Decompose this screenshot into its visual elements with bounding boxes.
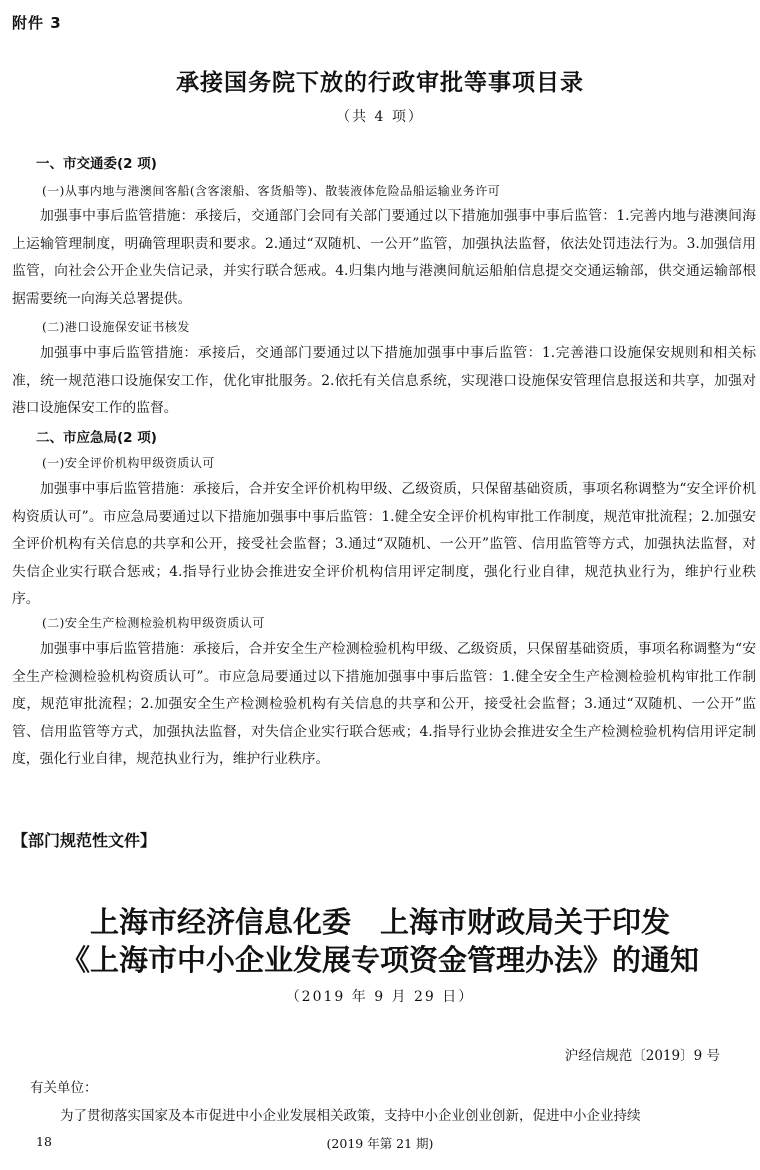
- issue-info: (2019 年第 21 期): [326, 1136, 434, 1151]
- notice-title-line-1: 上海市经济信息化委 上海市财政局关于印发: [89, 905, 670, 939]
- item-body-paragraph: 加强事中事后监管措施：承接后，合并安全生产检测检验机构甲级、乙级资质，只保留基础资质，事项名称调整为“安全生产检测检验机构资质认可”。市应急局要通过以下措施加强事中事后监管：1.健全安全生产检测检验机构审批工作制度，规范审批流程；2.加强安全生产检测检验机构有关信息的共享和公开，接受社会监督；3.通过“双随机、一公开”监管、信用监管等方式，加强执法监督，对失信企业实行联合惩戒；4.指导行业协会推进安全生产检测检验机构信用评定制度，强化行业自律，规范执业行为，维护行业秩序。: [12, 641, 756, 768]
- section-heading-transport: 一、市交通委(2 项): [36, 156, 157, 172]
- notice-body-text: 为了贯彻落实国家及本市促进中小企业发展相关政策，支持中小企业创业创新，促进中小企业持续: [60, 1108, 641, 1124]
- item-body-paragraph: 加强事中事后监管措施：承接后，交通部门要通过以下措施加强事中事后监管：1.完善港口设施保安规则和相关标准，统一规范港口设施保安工作，优化审批服务。2.依托有关信息系统，实现港口设施保安管理信息报送和共享，加强对港口设施保安工作的监督。: [12, 345, 756, 417]
- section-heading-emergency: 二、市应急局(2 项): [36, 430, 157, 446]
- catalog-title: 承接国务院下放的行政审批等事项目录: [176, 69, 584, 96]
- item-subheading: (一)安全评价机构甲级资质认可: [42, 456, 215, 470]
- addressee: 有关单位：: [30, 1080, 98, 1096]
- page-number: 18: [36, 1134, 52, 1149]
- item-body-paragraph: 加强事中事后监管措施：承接后，合并安全评价机构甲级、乙级资质，只保留基础资质，事项名称调整为“安全评价机构资质认可”。市应急局要通过以下措施加强事中事后监管：1.健全安全评价机构审批工作制度，规范审批流程；2.加强安全评价机构有关信息的共享和公开，接受社会监督；3.通过“双随机、一公开”监管、信用监管等方式，加强执法监督，对失信企业实行联合惩戒；4.指导行业协会推进安全评价机构信用评定制度，强化行业自律，规范执业行为，维护行业秩序。: [12, 481, 756, 608]
- notice-title-line-2: 《上海市中小企业发展专项资金管理办法》的通知: [60, 943, 699, 977]
- attachment-label: 附件 3: [12, 14, 62, 32]
- item-subheading: (一)从事内地与港澳间客船(含客滚船、客货船等)、散装液体危险品船运输业务许可: [42, 184, 501, 198]
- catalog-item-count: （共 4 项）: [336, 109, 424, 125]
- category-header: 【部门规范性文件】: [12, 831, 157, 850]
- document-number: 沪经信规范〔2019〕9 号: [564, 1048, 720, 1064]
- notice-date: （2019 年 9 月 29 日）: [285, 989, 475, 1005]
- item-subheading: (二)港口设施保安证书核发: [42, 320, 190, 334]
- item-body-paragraph: 加强事中事后监管措施：承接后，交通部门会同有关部门要通过以下措施加强事中事后监管：1.完善内地与港澳间海上运输管理制度，明确管理职责和要求。2.通过“双随机、一公开”监管，加强执法监督，依法处罚违法行为。3.加强信用监管，向社会公开企业失信记录，并实行联合惩戒。4.归集内地与港澳间航运船舶信息提交交通运输部，供交通运输部根据需要统一向海关总署提供。: [12, 208, 756, 307]
- item-subheading: (二)安全生产检测检验机构甲级资质认可: [42, 616, 265, 630]
